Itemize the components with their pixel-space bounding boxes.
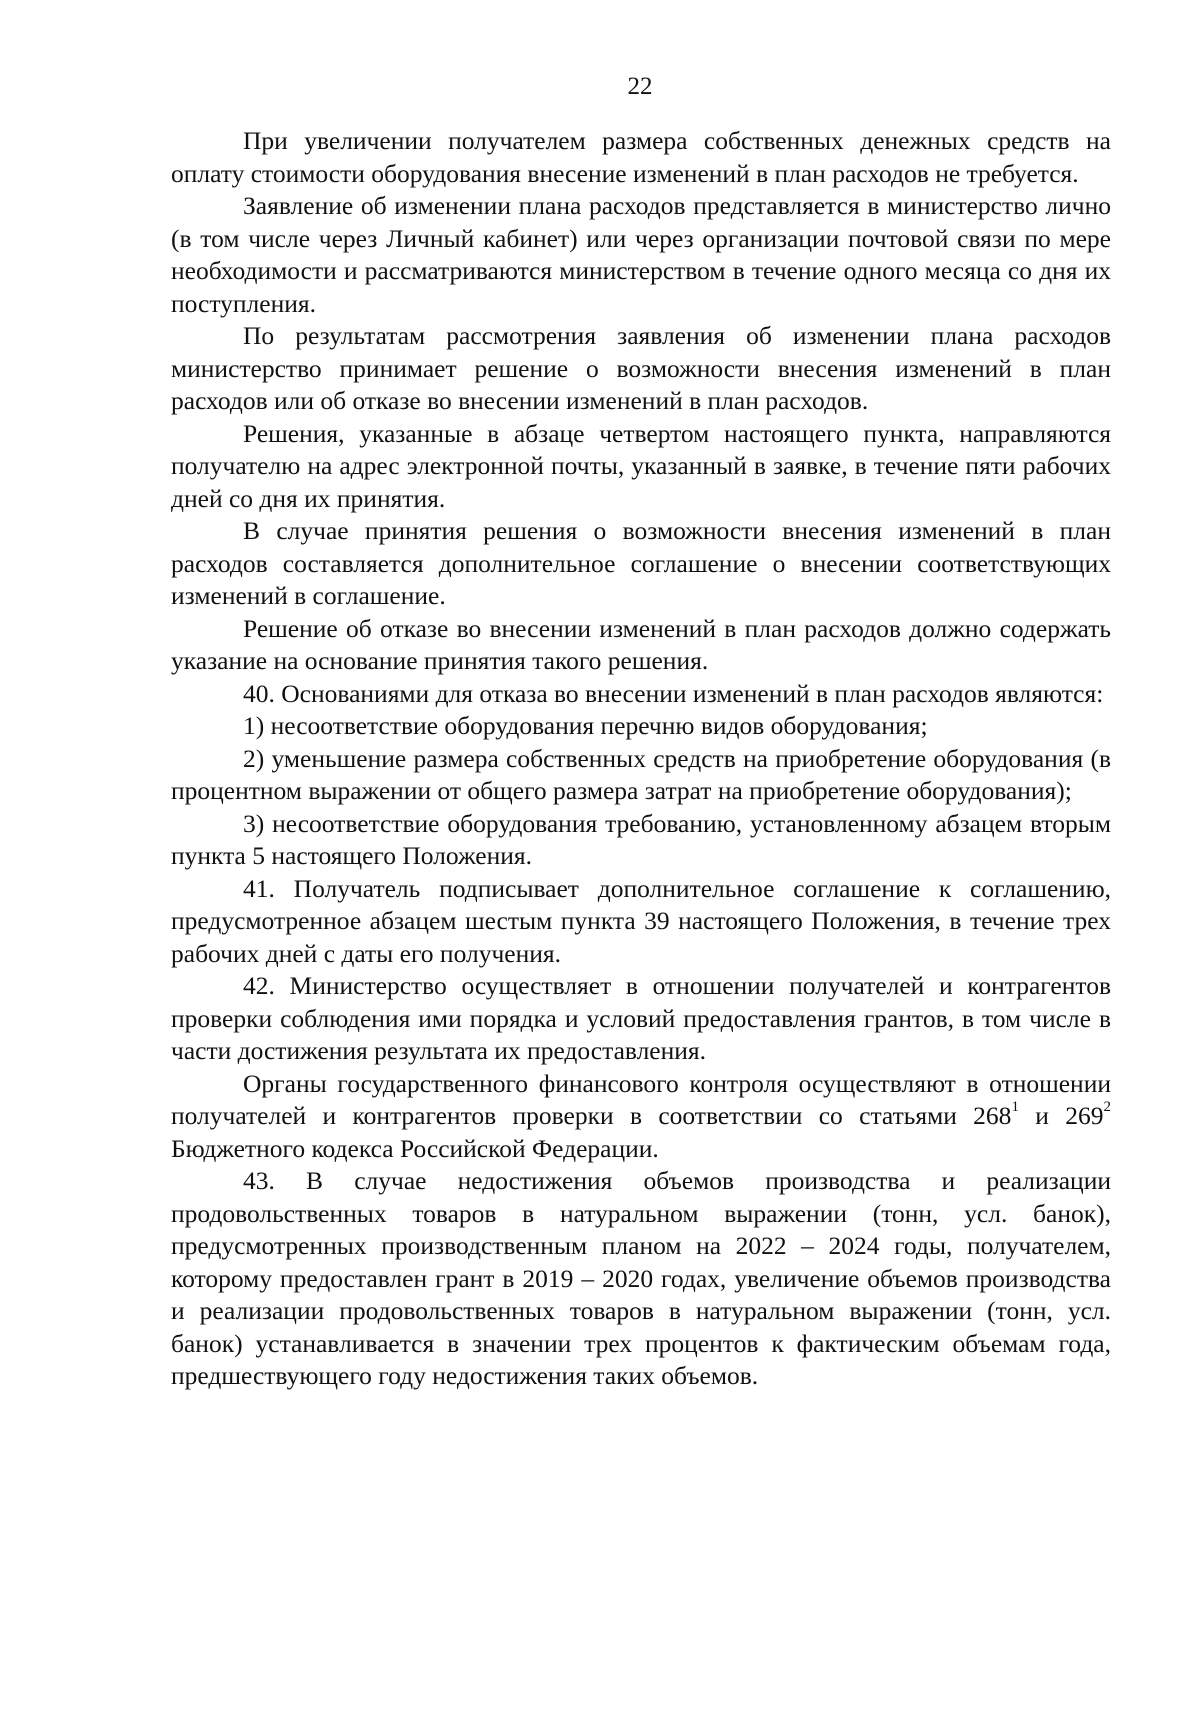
control-text-start: Органы государственного финансового контроля осуществляют в отношении получателей и контрагентов проверки в соответствии со статьями 268 bbox=[171, 1068, 1111, 1130]
superscript-2: 2 bbox=[1103, 1099, 1111, 1115]
document-body bbox=[171, 125, 1111, 1393]
paragraph-additional-agreement: В случае принятия решения о возможности внесения изменений в план расходов составляется дополнительное соглашение о внесении соответствующих изменений в соглашение. bbox=[171, 516, 1111, 610]
paragraph-decisions-sent: Решения, указанные в абзаце четвертом настоящего пункта, направляются получателю на адрес электронной почты, указанный в заявке, в течение пяти рабочих дней со дня их принятия. bbox=[171, 418, 1111, 513]
paragraph-41: 41. Получатель подписывает дополнительное соглашение к соглашению, предусмотренное абзацем шестым пункта 39 настоящего Положения, в течение трех рабочих дней с даты его получения. bbox=[171, 873, 1111, 968]
page-number: 22 bbox=[627, 73, 653, 100]
paragraph-financial-control bbox=[171, 1068, 1111, 1166]
paragraph-own-funds: При увеличении получателем размера собственных денежных средств на оплату стоимости оборудования внесение изменений в план расходов не требуется. bbox=[171, 126, 1111, 188]
paragraph-40: 40. Основаниями для отказа во внесении изменений в план расходов являются: bbox=[243, 678, 1104, 708]
paragraph-40-item-3: 3) несоответствие оборудования требованию, установленному абзацем вторым пункта 5 настоящего Положения. bbox=[171, 808, 1111, 870]
paragraph-40-item-2: 2) уменьшение размера собственных средств на приобретение оборудования (в процентном выражении от общего размера затрат на приобретение оборудования); bbox=[171, 743, 1111, 805]
paragraph-refusal-basis: Решение об отказе во внесении изменений в план расходов должно содержать указание на основание принятия такого решения. bbox=[171, 613, 1111, 675]
control-text-end: Бюджетного кодекса Российской Федерации. bbox=[171, 1133, 659, 1163]
paragraph-review-results: По результатам рассмотрения заявления об изменении плана расходов министерство принимает решение о возможности внесения изменений в план расходов или об отказе во внесении изменений в план расходов. bbox=[171, 321, 1111, 415]
paragraph-43: 43. В случае недостижения объемов производства и реализации продовольственных товаров в натуральном выражении (тонн, усл. банок), предусмотренных производственным планом на 2022 – 2024 годы, получателем, которому предоставлен грант в 2019 – 2020 годах, увеличение объемов производства и реализации продовольственных товаров в натуральном выражении (тонн, усл. банок) устанавливается в значении трех процентов к фактическим объемам года, предшествующего году недостижения таких объемов. bbox=[171, 1166, 1111, 1390]
superscript-1: 1 bbox=[1011, 1099, 1019, 1115]
paragraph-42: 42. Министерство осуществляет в отношении получателей и контрагентов проверки соблюдения ими порядка и условий предоставления грантов, в том числе в части достижения результата их предоставления. bbox=[171, 971, 1111, 1065]
paragraph-application: Заявление об изменении плана расходов представляется в министерство лично (в том числе через Личный кабинет) или через организации почтовой связи по мере необходимости и рассматриваются министерством в течение одного месяца со дня их поступления. bbox=[171, 191, 1111, 318]
paragraph-40-item-1: 1) несоответствие оборудования перечню видов оборудования; bbox=[243, 711, 928, 740]
control-text-mid: и 269 bbox=[1018, 1101, 1104, 1130]
